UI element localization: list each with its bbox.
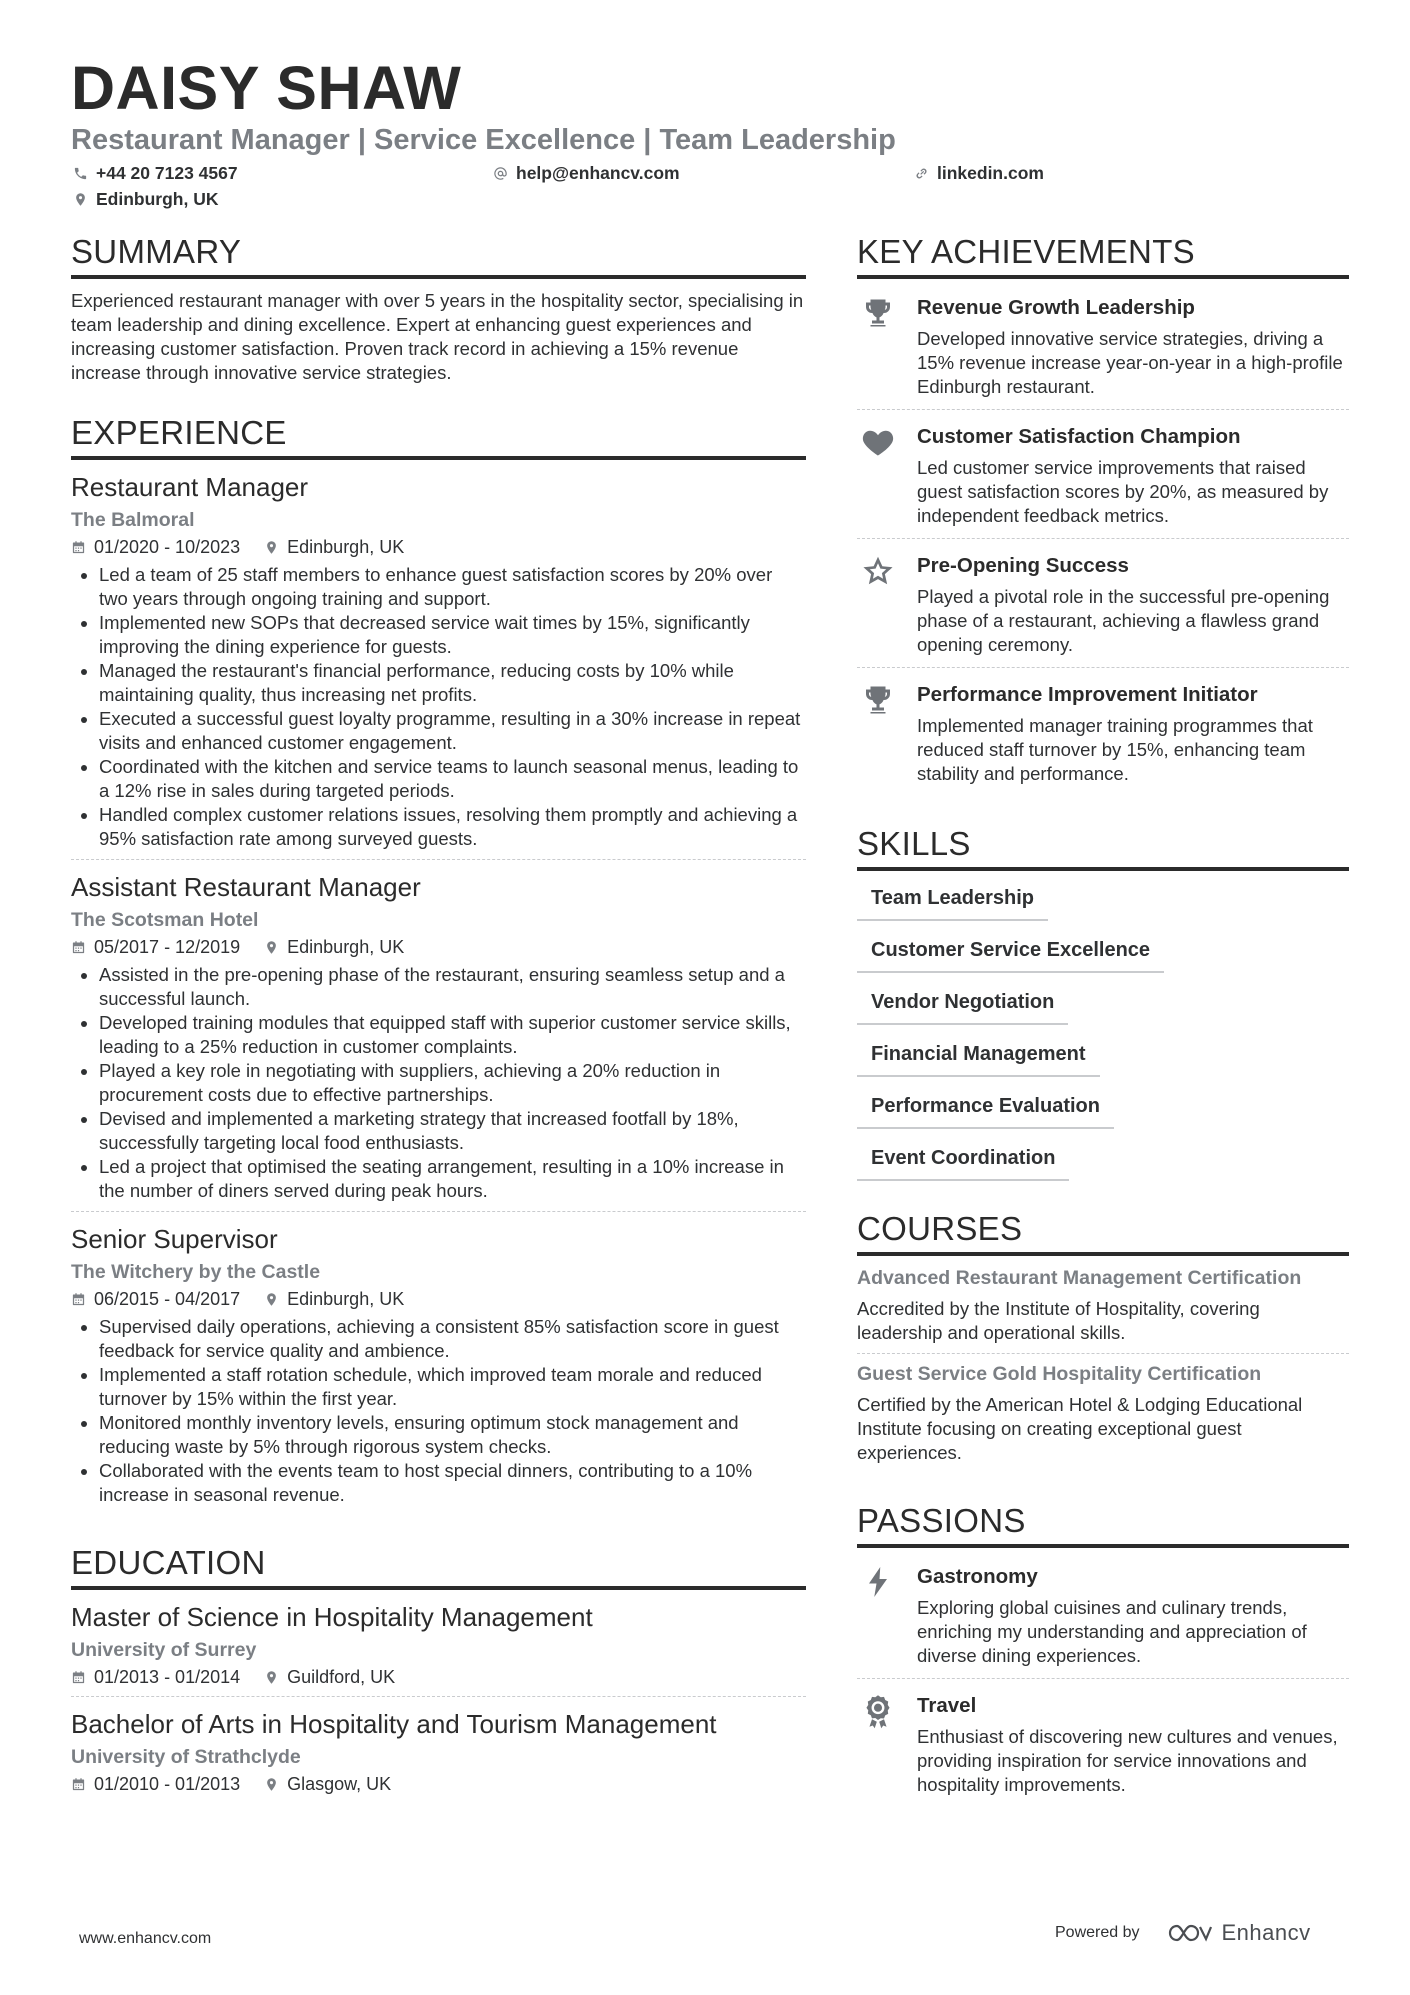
contact-info [71,159,1351,215]
bullet-item: • Managed the restaurant's financial performance, reducing costs by 10% while maintaining quality, thus increasing net profits. [99,659,806,707]
job-location-text: Edinburgh, UK [287,537,405,557]
achievement-item [857,547,1349,668]
achievement-icon-wrap [857,551,899,657]
job-dates-text: 06/2015 - 04/2017 [94,1289,241,1309]
contact-phone [73,163,238,184]
bullet-item: • Handled complex customer relations issues, resolving them promptly and achieving a 95% satisfaction rate among surveyed guests. [99,803,806,851]
bullet-item: • Collaborated with the events team to host special dinners, contributing to a 10% increase in seasonal revenue. [99,1459,806,1507]
achievement-desc: Played a pivotal role in the successful pre-opening phase of a restaurant, achieving a flawless grand opening ceremony. [917,586,1330,655]
job-meta [71,1286,806,1312]
job-meta [71,934,806,960]
job-meta [71,534,806,560]
courses-title: COURSES [857,1209,1349,1256]
star-icon [860,553,896,589]
footer-website[interactable]: www.enhancv.com [79,1930,212,1947]
bullet-item: • Executed a successful guest loyalty programme, resulting in a 30% increase in repeat visits and enhanced customer engagement. [99,707,806,755]
location-pin-icon [264,540,279,555]
achievement-title: Pre-Opening Success [917,554,1129,577]
achievements-section [857,232,1349,796]
location-pin-icon [264,1777,279,1792]
bullet-item: • Monitored monthly inventory levels, ensuring optimum stock management and reducing waste by 5% through rigorous system checks. [99,1411,806,1459]
experience-entry [71,470,806,860]
bullet-item: • Devised and implemented a marketing strategy that increased footfall by 18%, successfully targeting local food enthusiasts. [99,1107,806,1155]
location-pin-icon [264,1292,279,1307]
experience-section [71,413,806,1515]
course-title: Advanced Restaurant Management Certification [857,1267,1302,1289]
link-icon [914,166,929,181]
passion-body [917,1691,1349,1797]
degree-title: Master of Science in Hospitality Management [71,1602,593,1632]
passion-title: Gastronomy [917,1565,1038,1588]
passion-body [917,1562,1349,1668]
calendar-icon [71,1292,86,1307]
calendar-icon [71,940,86,955]
contact-location [73,189,218,210]
education-location-text: Glasgow, UK [287,1774,392,1794]
job-bullets [71,563,806,851]
company-name: The Balmoral [71,509,195,531]
skill-tag: Vendor Negotiation [857,989,1068,1025]
job-dates-text: 05/2017 - 12/2019 [94,937,241,957]
achievement-title: Performance Improvement Initiator [917,683,1258,706]
bullet-item: • Led a team of 25 staff members to enhance guest satisfaction scores by 20% over two years through ongoing training and support. [99,563,806,611]
job-location-text: Edinburgh, UK [287,1289,405,1309]
experience-entry [71,870,806,1212]
skills-list [857,881,1349,1181]
education-entry [71,1600,806,1697]
skill-tag: Event Coordination [857,1145,1069,1181]
education-dates [71,1664,240,1690]
lightning-icon [860,1564,896,1600]
education-meta [71,1664,806,1690]
education-dates [71,1771,240,1797]
job-bullets [71,963,806,1203]
achievement-item [857,418,1349,539]
passions-section [857,1501,1349,1807]
job-location-text: Edinburgh, UK [287,937,405,957]
skill-tag: Team Leadership [857,885,1048,921]
calendar-icon [71,540,86,555]
job-title: Senior Supervisor [71,1224,278,1254]
summary-title: SUMMARY [71,232,806,279]
achievement-desc: Led customer service improvements that raised guest satisfaction scores by 20%, as measured by independent feedback metrics. [917,457,1329,526]
candidate-name: DAISY SHAW [71,54,462,122]
job-dates-text: 01/2020 - 10/2023 [94,537,241,557]
achievement-desc: Developed innovative service strategies, driving a 15% revenue increase year-on-year in a high-profile Edinburgh restaurant. [917,328,1343,397]
passion-item [857,1687,1349,1807]
achievement-title: Customer Satisfaction Champion [917,425,1241,448]
skill-tag: Performance Evaluation [857,1093,1114,1129]
candidate-headline: Restaurant Manager | Service Excellence | Team Leadership [71,124,896,156]
job-location [264,934,404,960]
course-desc: Certified by the American Hotel & Lodging Educational Institute focusing on creating exceptional guest experiences. [857,1394,1303,1463]
skill-tag: Customer Service Excellence [857,937,1164,973]
contact-email[interactable] [493,163,680,184]
job-dates [71,934,240,960]
course-item [857,1266,1349,1354]
powered-by-label: Powered by [1055,1924,1140,1941]
left-column [71,232,806,1831]
right-column [857,232,1349,1835]
calendar-icon [71,1670,86,1685]
summary-text: Experienced restaurant manager with over 5 years in the hospitality sector, specialising in team leadership and dining excellence. Expert at enhancing guest experiences and increasing customer satisfaction. Proven track record in achieving a 15% revenue increase through innovative service strategies. [71,290,804,383]
job-dates [71,1286,240,1312]
job-title: Assistant Restaurant Manager [71,872,421,902]
award-medal-icon [860,1693,896,1729]
bullet-item: • Led a project that optimised the seating arrangement, resulting in a 10% increase in the number of diners served during peak hours. [99,1155,806,1203]
education-section [71,1543,806,1803]
email-text: help@enhancv.com [516,163,680,183]
bullet-item: • Supervised daily operations, achieving a consistent 85% satisfaction score in guest feedback for service quality and ambience. [99,1315,806,1363]
school-name: University of Strathclyde [71,1746,301,1768]
heart-icon [860,424,896,460]
resume-header [71,55,1351,215]
education-location-text: Guildford, UK [287,1667,396,1687]
school-name: University of Surrey [71,1639,257,1661]
education-location [264,1664,395,1690]
bullet-item: • Implemented a staff rotation schedule, which improved team morale and reduced turnover by 15% within the first year. [99,1363,806,1411]
bullet-item: • Assisted in the pre-opening phase of the restaurant, ensuring seamless setup and a successful launch. [99,963,806,1011]
course-title: Guest Service Gold Hospitality Certification [857,1363,1262,1385]
skills-title: SKILLS [857,824,1349,871]
skill-tag: Financial Management [857,1041,1100,1077]
job-bullets [71,1315,806,1507]
education-dates-text: 01/2013 - 01/2014 [94,1667,241,1687]
achievement-icon-wrap [857,422,899,528]
linkedin-text: linkedin.com [937,163,1044,183]
education-location [264,1771,391,1797]
bullet-item: • Implemented new SOPs that decreased service wait times by 15%, significantly improving the dining experience for guests. [99,611,806,659]
achievement-body [917,293,1349,399]
achievement-desc: Implemented manager training programmes that reduced staff turnover by 15%, enhancing team stability and performance. [917,715,1313,784]
passion-icon-wrap [857,1691,899,1797]
education-meta [71,1771,806,1797]
company-name: The Witchery by the Castle [71,1261,321,1283]
achievement-body [917,680,1349,786]
passions-title: PASSIONS [857,1501,1349,1548]
passion-icon-wrap [857,1562,899,1668]
trophy-icon [860,295,896,331]
company-name: The Scotsman Hotel [71,909,259,931]
achievement-icon-wrap [857,293,899,399]
education-dates-text: 01/2010 - 01/2013 [94,1774,241,1794]
experience-title: EXPERIENCE [71,413,806,460]
job-location [264,534,404,560]
location-pin-icon [264,940,279,955]
at-sign-icon [493,166,508,181]
course-desc: Accredited by the Institute of Hospitality, covering leadership and operational skills. [857,1298,1260,1343]
achievement-item [857,676,1349,796]
passion-title: Travel [917,1694,977,1717]
achievement-body [917,551,1349,657]
job-location [264,1286,404,1312]
achievement-title: Revenue Growth Leadership [917,296,1195,319]
experience-entry [71,1222,806,1515]
job-dates [71,534,240,560]
passion-desc: Enthusiast of discovering new cultures and venues, providing inspiration for service innovations and hospitality improvements. [917,1726,1338,1795]
location-text: Edinburgh, UK [96,189,219,209]
location-pin-icon [73,192,88,207]
location-pin-icon [264,1670,279,1685]
bullet-item: • Played a key role in negotiating with suppliers, achieving a 20% reduction in procurement costs due to effective partnerships. [99,1059,806,1107]
education-title: EDUCATION [71,1543,806,1590]
achievements-title: KEY ACHIEVEMENTS [857,232,1349,279]
enhancv-logo-icon [1166,1921,1212,1945]
achievement-body [917,422,1349,528]
phone-text: +44 20 7123 4567 [96,163,238,183]
degree-title: Bachelor of Arts in Hospitality and Tourism Management [71,1709,717,1739]
passion-item [857,1558,1349,1679]
phone-icon [73,166,88,181]
brand-name: Enhancv [1221,1920,1311,1945]
achievement-item [857,289,1349,410]
bullet-item: • Coordinated with the kitchen and service teams to launch seasonal menus, leading to a 12% rise in sales during targeted periods. [99,755,806,803]
passion-desc: Exploring global cuisines and culinary trends, enriching my understanding and appreciation of diverse dining experiences. [917,1597,1307,1666]
trophy-icon [860,682,896,718]
education-entry [71,1707,806,1803]
calendar-icon [71,1777,86,1792]
achievement-icon-wrap [857,680,899,786]
bullet-item: • Developed training modules that equipped staff with superior customer service skills, leading to a 25% reduction in customer complaints. [99,1011,806,1059]
contact-linkedin[interactable] [914,163,1044,184]
summary-section [71,232,806,385]
footer-branding [1055,1920,1311,1946]
courses-section [857,1209,1349,1473]
skills-section [857,824,1349,1181]
course-item [857,1362,1349,1473]
brand-logo[interactable] [1166,1920,1311,1946]
job-title: Restaurant Manager [71,472,309,502]
